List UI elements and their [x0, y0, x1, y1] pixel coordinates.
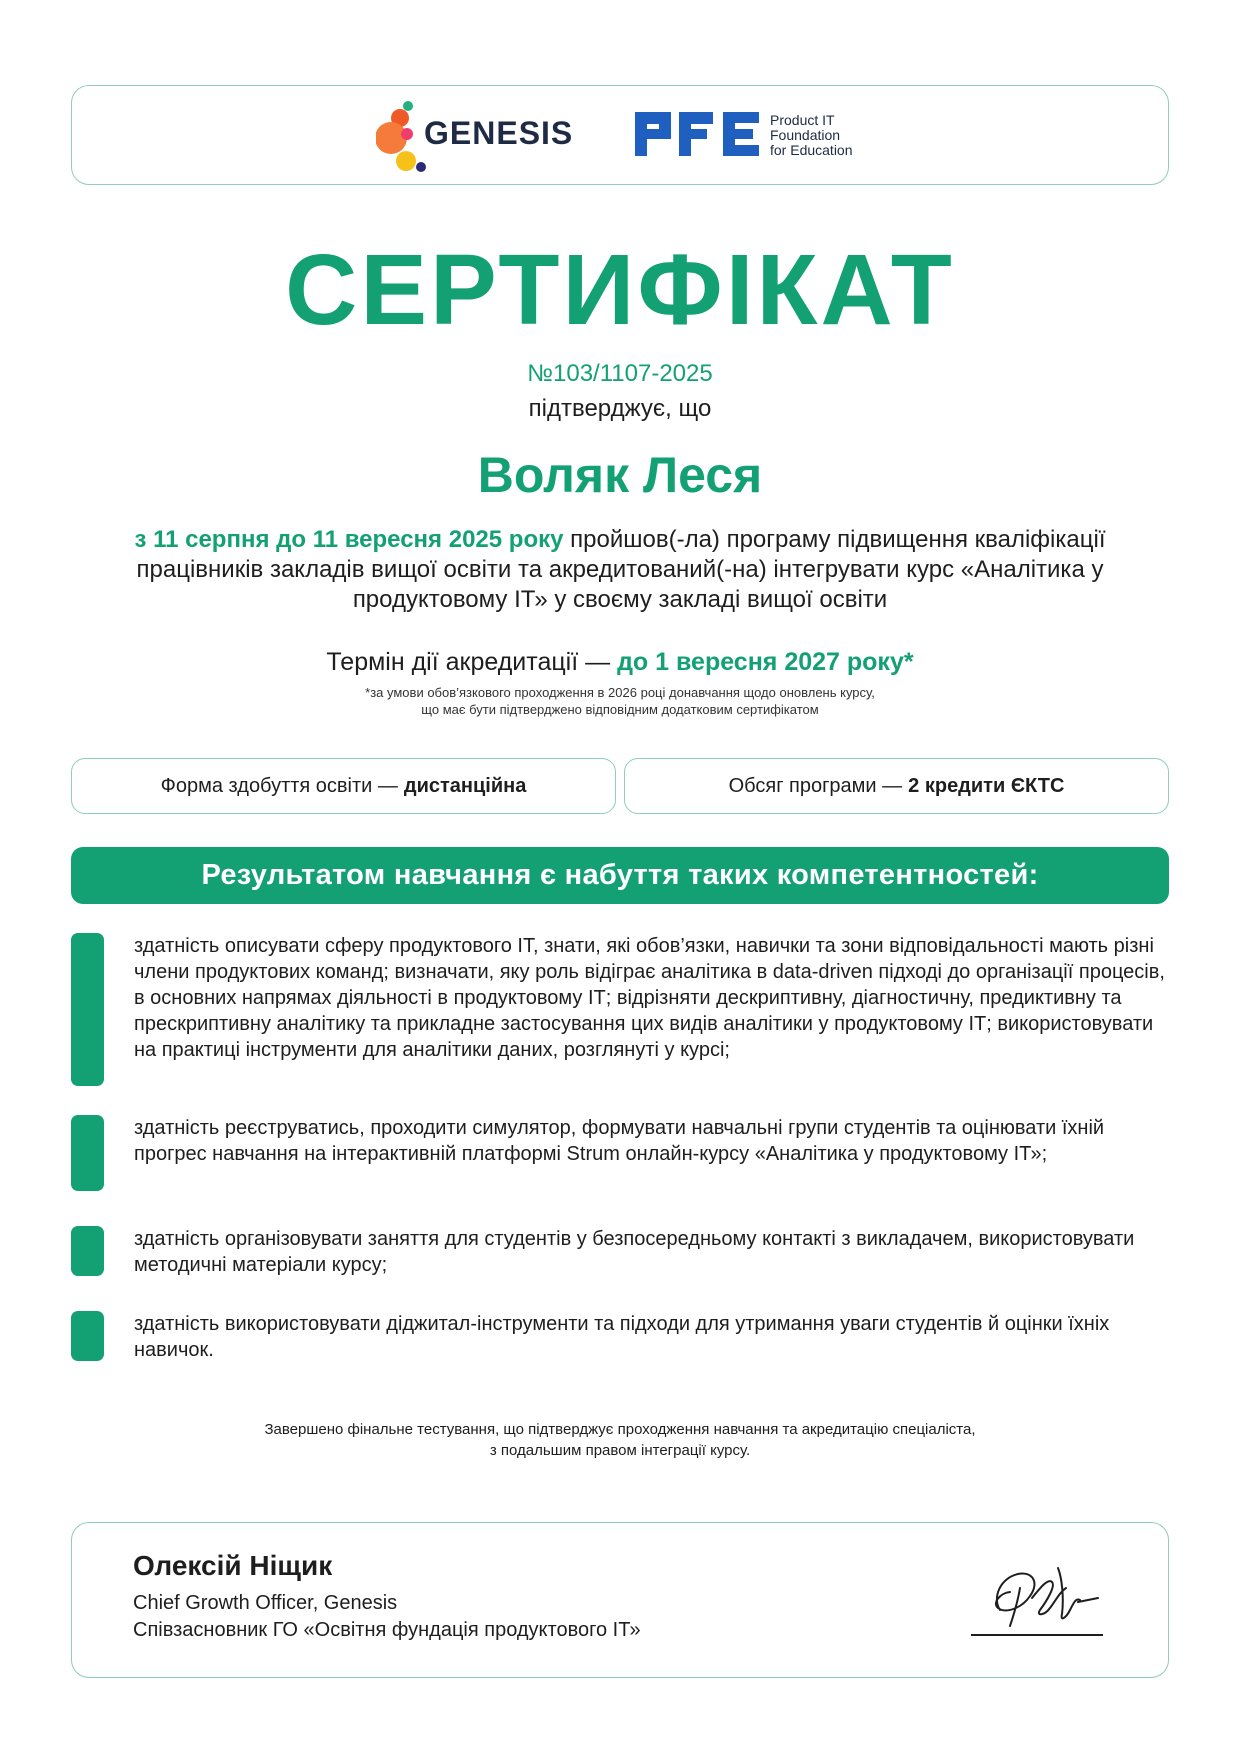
confirms-text: підтверджує, що: [528, 395, 712, 422]
certificate-title: СЕРТИФІКАТ: [285, 234, 955, 346]
education-form-box: [71, 758, 616, 814]
validity-label: Термін дії акредитації —: [326, 648, 618, 676]
signer-name: Олексій Ніщик: [133, 1550, 333, 1581]
education-form-value: дистанційна: [403, 774, 527, 797]
final-testing-note: [0, 1419, 1240, 1461]
pfe-logo-line-1: Product IT: [770, 112, 835, 128]
program-volume-label: Обсяг програми —: [728, 774, 903, 797]
accreditation-validity: [0, 648, 1240, 677]
validity-value: до 1 вересня 2027 року*: [617, 648, 914, 676]
pfe-logo-icon: [635, 112, 761, 156]
signer-role: Chief Growth Officer, Genesis: [133, 1592, 398, 1614]
competency-bar-4: [71, 1311, 104, 1361]
competencies-heading: Результатом навчання є набуття таких компетентностей:: [71, 847, 1169, 904]
competency-bar-2: [71, 1115, 104, 1191]
study-period: з 11 серпня до 11 вересня 2025 року: [134, 526, 564, 553]
program-volume-box: [624, 758, 1169, 814]
competency-item-2: здатність реєструватись, проходити симулятор, формувати навчальні групи студентів та оцінювати їхній прогрес навчання на інтерактивній платформі Strum онлайн-курсу «Аналітика у продуктовому ІТ»;: [134, 1117, 1105, 1165]
education-form-label: Форма здобуття освіти —: [160, 774, 398, 797]
program-volume-value: 2 кредити ЄКТС: [908, 774, 1065, 797]
validity-footnote: [0, 684, 1240, 718]
signer-organization: Співзасновник ГО «Освітня фундація продуктового ІТ»: [133, 1619, 641, 1641]
competency-item-1: здатність описувати сферу продуктового ІТ, знати, які обов’язки, навички та зони відповідальності мають різні члени продуктових команд; визначати, яку роль відіграє аналітика в data-driven підході до організації процесів, в основних напрямах діяльності в продуктовому ІТ; відрізняти дескриптивну, діагностичну, предиктивну та прескриптивну аналітику та прикладне застосування цих видів аналітики у продуктовому ІТ; використовувати на практиці інструменти для аналітики даних, розглянуті у курсі;: [134, 935, 1165, 1061]
certificate-number: №103/1107-2025: [527, 360, 713, 387]
footnote-line-1: *за умови обов’язкового проходження в 2026 році донавчання щодо оновлень курсу,: [365, 685, 875, 700]
final-note-line-2: з подальшим правом інтеграції курсу.: [489, 1442, 751, 1459]
handwritten-signature-icon: [970, 1548, 1105, 1638]
genesis-logo-text: GENESIS: [424, 115, 574, 151]
signature-line: [971, 1634, 1103, 1636]
certificate-body-text: пройшов(-ла) програму підвищення кваліфікації працівників закладів вищої освіти та акредитований(-на) інтегрувати курс «Аналітика у продуктовому ІТ» у своєму закладі вищої освіти: [136, 526, 1106, 613]
pfe-logo-line-3: for Education: [770, 142, 853, 158]
footnote-line-2: що має бути підтверджено відповідним додатковим сертифікатом: [421, 702, 819, 717]
competency-bar-3: [71, 1226, 104, 1276]
logo-header-box: [71, 85, 1169, 185]
competency-item-4: здатність використовувати діджитал-інструменти та підходи для утримання уваги студентів й оцінки їхніх навичок.: [134, 1313, 1110, 1361]
competency-item-3: здатність організовувати заняття для студентів у безпосередньому контакті з викладачем, використовувати методичні матеріали курсу;: [134, 1228, 1135, 1276]
final-note-line-1: Завершено фінальне тестування, що підтверджує проходження навчання та акредитацію спеціаліста,: [264, 1421, 976, 1438]
certificate-body: [70, 525, 1170, 615]
genesis-logo-icon: [376, 97, 430, 177]
pfe-logo-line-2: Foundation: [770, 127, 841, 143]
competency-bar-1: [71, 933, 104, 1086]
recipient-name: Воляк Леся: [477, 447, 763, 503]
